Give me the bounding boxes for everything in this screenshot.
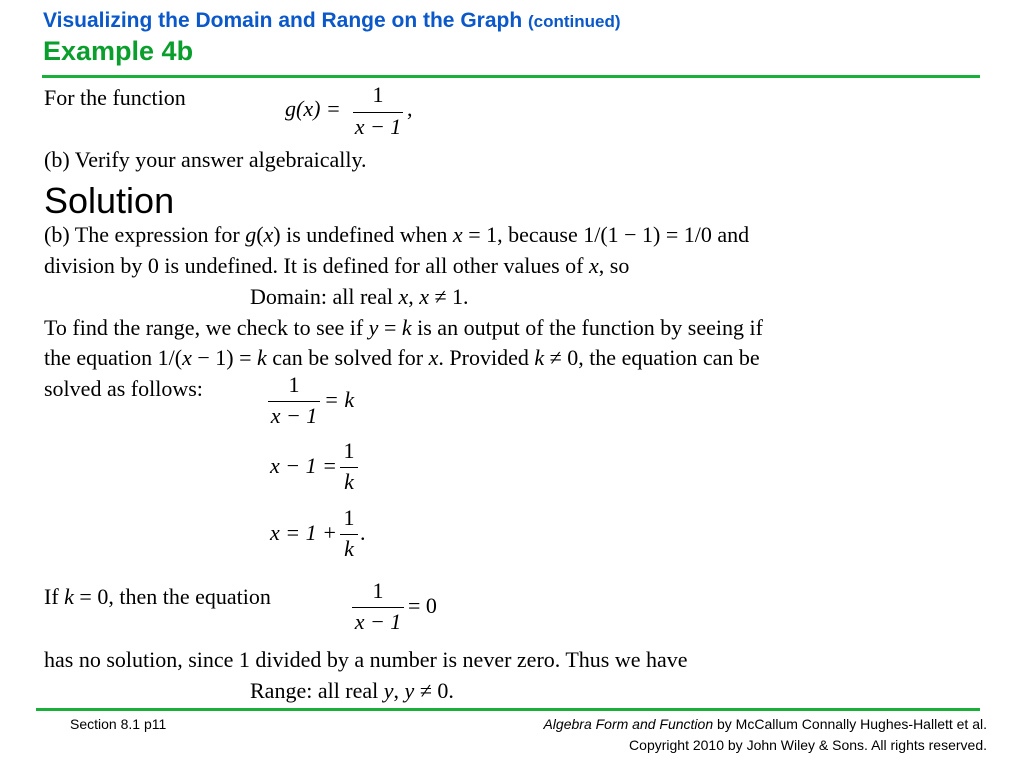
- equation-2: [270, 438, 380, 500]
- slide-title-text: Visualizing the Domain and Range on the Graph: [43, 9, 523, 32]
- eq1-denominator: x − 1: [270, 403, 318, 428]
- equation-1: [268, 372, 378, 434]
- eq4-numerator: 1: [372, 578, 384, 603]
- footer-book: Algebra Form and Function by McCallum Connally Hughes-Hallett et al.: [543, 716, 987, 732]
- solution-paragraph-4: the equation 1/(x − 1) = k can be solved for x. Provided k ≠ 0, the equation can be: [44, 345, 760, 370]
- top-divider: [42, 75, 980, 78]
- slide-title-suffix: (continued): [528, 12, 621, 31]
- eq2-numerator: 1: [343, 438, 355, 463]
- function-denominator: x − 1: [354, 114, 402, 139]
- function-definition: [285, 82, 425, 146]
- eq4-rhs: = 0: [408, 593, 437, 618]
- function-lhs: g(x) =: [285, 96, 341, 121]
- eq2-denominator: k: [344, 469, 354, 494]
- fraction-bar: [340, 534, 358, 535]
- eq1-numerator: 1: [288, 372, 300, 397]
- fraction-bar: [340, 467, 358, 468]
- domain-statement: Domain: all real x, x ≠ 1.: [250, 284, 469, 309]
- range-statement: Range: all real y, y ≠ 0.: [250, 678, 454, 703]
- eq3-lhs: x = 1 +: [270, 520, 337, 545]
- footer-copyright: Copyright 2010 by John Wiley & Sons. All rights reserved.: [629, 737, 987, 753]
- eq3-period: .: [360, 520, 366, 545]
- slide-title: [43, 9, 621, 33]
- function-numerator: 1: [372, 82, 384, 107]
- eq3-numerator: 1: [343, 505, 355, 530]
- example-heading: Example 4b: [43, 36, 194, 66]
- solution-paragraph-7: has no solution, since 1 divided by a number is never zero. Thus we have: [44, 647, 688, 672]
- solution-paragraph-6: If k = 0, then the equation: [44, 584, 271, 609]
- function-comma: ,: [407, 96, 413, 121]
- equation-3: [270, 505, 390, 567]
- solution-paragraph-2: division by 0 is undefined. It is defined for all other values of x, so: [44, 253, 630, 278]
- equation-4: [352, 578, 462, 640]
- fraction-bar: [268, 401, 320, 402]
- solution-paragraph-3: To find the range, we check to see if y = k is an output of the function by seeing if: [44, 315, 763, 340]
- solution-paragraph-1: (b) The expression for g(x) is undefined when x = 1, because 1/(1 − 1) = 1/0 and: [44, 222, 750, 247]
- eq2-lhs: x − 1 =: [270, 453, 337, 478]
- footer-section: Section 8.1 p11: [70, 716, 167, 732]
- bottom-divider: [36, 708, 980, 711]
- eq4-denominator: x − 1: [354, 609, 402, 634]
- solution-heading: Solution: [44, 180, 175, 221]
- fraction-bar: [352, 607, 404, 608]
- eq3-denominator: k: [344, 536, 354, 561]
- fraction-bar: [353, 112, 403, 113]
- intro-line1: For the function: [44, 85, 186, 110]
- eq1-rhs: = k: [324, 387, 355, 412]
- solution-paragraph-5: solved as follows:: [44, 376, 203, 401]
- intro-line2: (b) Verify your answer algebraically.: [44, 147, 367, 172]
